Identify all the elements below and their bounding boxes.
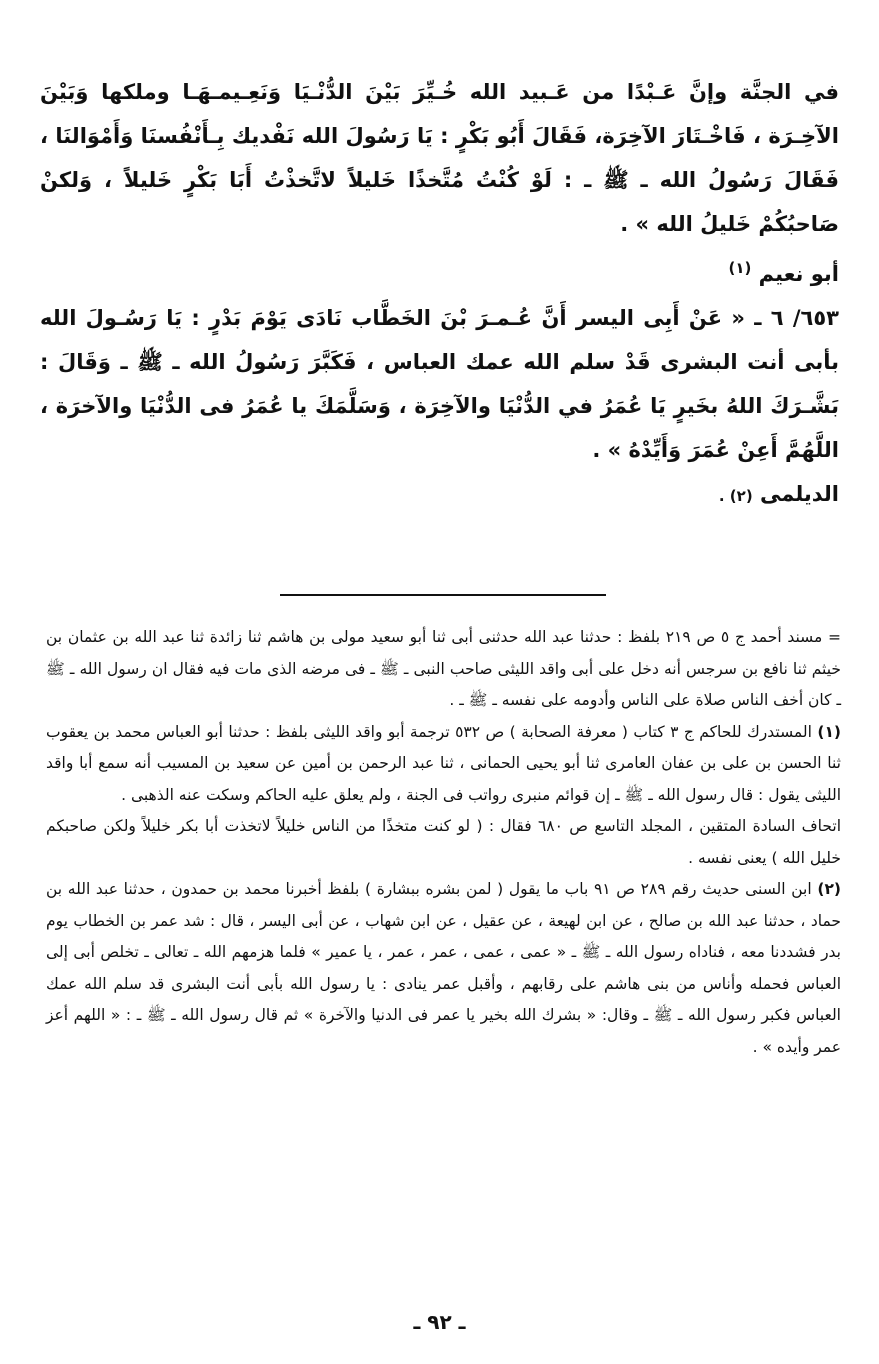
footnote-separator: [280, 594, 606, 596]
hadith-653: ٦٥٣/ ٦ ـ « عَنْ أَبِى اليسر أَنَّ عُـمـرَ بْنَ الخَطَّاب نَادَى يَوْمَ بَدْرٍ : يَا رَسُـولَ الله بأبى أنت البشرى قَدْ سلم الله عمك العباس ، فَكَبَّرَ رَسُولُ الله ـ ﷺ ـ وَقَالَ : بَشَّـرَكَ اللهُ بخَيرٍ يَا عُمَرُ في الدُّنْيَا والآخِرَة ، وَسَلَّمَكَ يا عُمَرُ فى الدُّنْيَا والآخرَة ، اللَّهُمَّ أَعِنْ عُمَرَ وَأَيِّدْهُ » .: [40, 306, 839, 462]
page-number: ـ ٩٢ ـ: [413, 1310, 466, 1334]
main-text: [40, 70, 839, 518]
source-ref-2: (٢) .: [718, 487, 753, 505]
footnote-2: [46, 874, 841, 1063]
hadith-continuation: في الجنَّة وإنَّ عَـبْدًا من عَـبيد الله خُـيِّرَ بَيْنَ الدُّنْـيَا وَنَعِـيمـهَـا وملكها وَبَيْنَ الآخِـرَة ، فَاخْـتَارَ الآخِرَة، فَقَالَ أَبُو بَكْرٍ : يَا رَسُولَ الله نَفْديك بِـأَنْفُسنَا وَأَمْوَالنَا ، فَقَالَ رَسُولُ الله ـ ﷺ ـ : لَوْ كُنْتُ مُتَّخذًا خَليلاً لاتَّخذْتُ أَبَا بَكْرٍ خَليلاً ، وَلكنْ صَاحبُكُمْ خَليلُ الله » .: [40, 80, 839, 236]
footnote-1-text: المستدرك للحاكم ج ٣ كتاب ( معرفة الصحابة ) ص ٥٣٢ ترجمة أبو واقد الليثى بلفظ : حدثنا أبو العباس محمد بن يعقوب ثنا الحسن بن على بن عفان العامرى ثنا أبو يحيى الحمانى ، ثنا عبد الرحمن بن أمين عن سعيد بن المسيب أنه سمع أبا واقد الليثى يقول : قال رسول الله ـ ﷺ ـ إن قوائم منبرى رواتب فى الجنة ، ولم يعلق عليه الحاكم وسكت عنه الذهبى .: [46, 722, 841, 804]
footnote-continuation: = مسند أحمد ج ٥ ص ٢١٩ بلفظ : حدثنا عبد الله حدثنى أبى ثنا أبو سعيد مولى بن هاشم ثنا زائدة ثنا عبد الله بن عثمان بن خيثم ثنا نافع بن سرجس أنه دخل على أبى واقد الليثى صاحب النبى ـ ﷺ ـ فى مرضه الذى مات فيه فقال ان رسول الله ـ ﷺ ـ كان أخف الناس صلاة على الناس وأدومه على نفسه ـ ﷺ ـ .: [46, 628, 842, 709]
source-citation-2: [40, 472, 839, 518]
source-citation-1: [40, 246, 839, 296]
footnotes: [46, 622, 841, 1063]
source-ref-1: (١): [728, 259, 752, 277]
footnote-2-text: ابن السنى حديث رقم ٢٨٩ ص ٩١ باب ما يقول ( لمن بشره ببشارة ) بلفظ أخبرنا محمد بن حمدون ، حدثنا عبد الله بن حماد ، حدثنا عبد الله بن صالح ، عن ابن لهيعة ، عن عقيل ، عن ابن شهاب ، عن أبى اليسر ، قال : شد عمر بن الخطاب يوم بدر فشددنا معه ، فناداه رسول الله ـ ﷺ ـ « عمى ، عمى ، عمر ، عمر ، يا عمير » فلما هزمهم الله ـ تعالى ـ تخلص أبى إلى العباس فحمله وأناس من بنى هاشم على رقابهم ، وأقبل عمر ينادى : يا رسول الله بأبى أنت البشرى قد سلم الله عمك العباس فكبر رسول الله ـ ﷺ ـ وقال: « بشرك الله بخير يا عمر فى الدنيا والآخرة » ثم قال رسول الله ـ ﷺ ـ : « اللهم أعز عمر وأيده » .: [46, 880, 841, 1056]
source-name-1: أبو نعيم: [758, 262, 839, 286]
footnote-1-extra: اتحاف السادة المتقين ، المجلد التاسع ص ٦٨٠ فقال : ( لو كنت متخذًا من الناس خليلاً لاتخذت أبا بكر خليلاً ولكن صاحبكم خليل الله ) يعنى نفسه .: [46, 817, 842, 867]
footnote-1-number: (١): [817, 722, 841, 741]
source-name-2: الديلمى: [760, 482, 839, 506]
footnote-1: [46, 717, 841, 812]
footnote-2-number: (٢): [817, 880, 841, 898]
